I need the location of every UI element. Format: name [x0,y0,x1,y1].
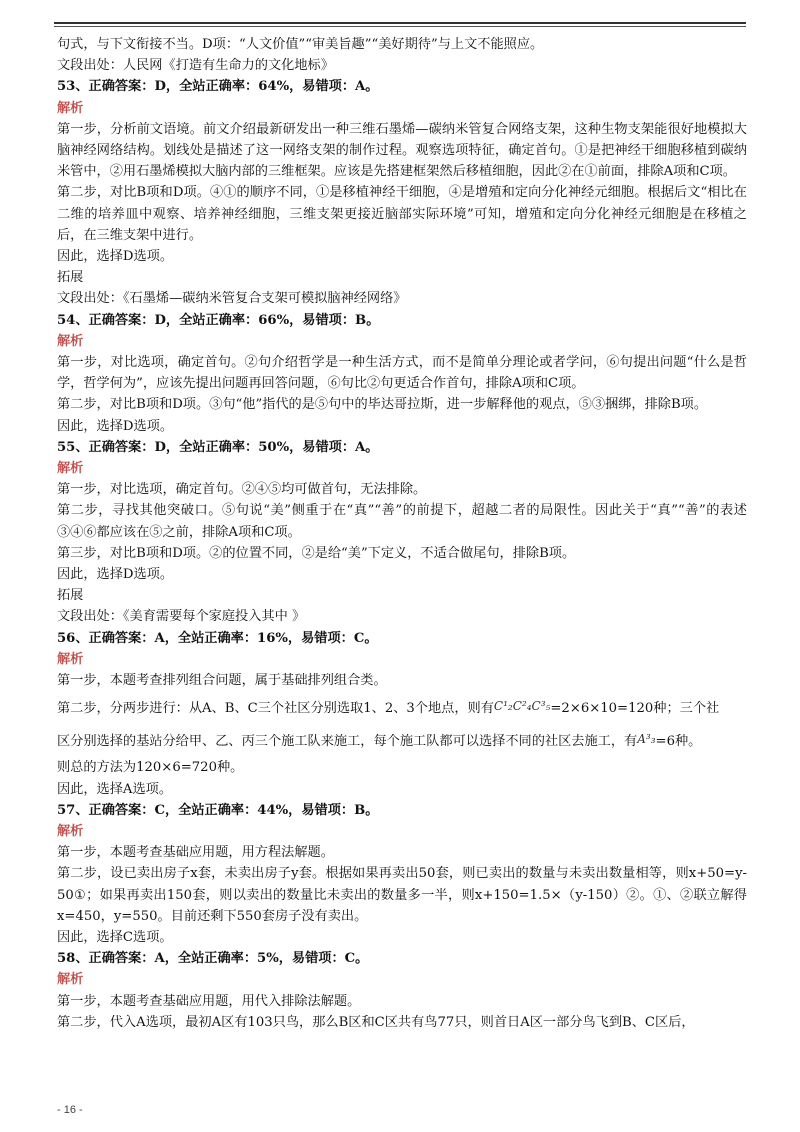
analysis-heading: 解析 [57,461,84,477]
text-line: 拓展 [57,588,84,604]
answer-line: 55、正确答案：D，全站正确率：50%，易错项：A。 [57,439,379,455]
text-line: 第二步，设已卖出房子x套，未卖出房子y套。根据如果再卖出50套，则已卖出的数量与未卖出数量相等，则x+50=y-50①；如果再卖出150套，则以卖出的数量比未卖出的数量多一半，则x+150=1.5×（y-150）②。①、②联立解得x=450，y=550。目前还剩下550套房子没有卖出。 [57,866,747,924]
text-line: 因此，选择C选项。 [57,929,173,945]
answer-line: 56、正确答案：A，全站正确率：16%，易错项：C。 [57,630,378,646]
text-line: 第一步，本题考查基础应用题，用代入排除法解题。 [57,993,361,1009]
answer-line: 58、正确答案：A，全站正确率：5%，易错项：C。 [57,951,369,967]
text-line: 因此，选择D选项。 [57,249,174,265]
q56-step2-pre2: 区分别选择的基站分给甲、乙、丙三个施工队来施工，每个施工队都可以选择不同的社区去施工，有 [57,734,638,750]
q56-step2-line2 [57,724,747,757]
text-line: 第三步，对比B项和D项。②的位置不同，②是给“美”下定义，不适合做尾句，排除B项。 [57,545,576,561]
answer-line: 57、正确答案：C，全站正确率：44%，易错项：B。 [57,802,379,818]
text-line: 第二步，对比B项和D项。③句“他”指代的是⑤句中的毕达哥拉斯，进一步解释他的观点，⑤③捆绑，排除B项。 [57,397,708,413]
text-line: 拓展 [57,270,84,286]
text-line: 第二步，对比B项和D项。④①的顺序不同，①是移植神经干细胞，④是增殖和定向分化神经元细胞。根据后文“相比在二维的培养皿中观察、培养神经细胞，三维支架更接近脑部实际环境”可知，增殖和定向分化神经元细胞是在移植之后，在三维支架中进行。 [57,185,747,243]
answer-line: 54、正确答案：D，全站正确率：66%，易错项：B。 [57,312,380,328]
analysis-heading: 解析 [57,333,84,349]
text-line: 句式，与下文衔接不当。D项：“人文价值”“审美旨趣”“美好期待”与上文不能照应。 [57,37,544,52]
header-rule-thin [54,26,746,27]
page-number: - 16 - [57,1104,83,1116]
text-line: 因此，选择D选项。 [57,567,174,583]
text-line: 第二步，代入A选项，最初A区有103只鸟，那么B区和C区共有鸟77只，则首日A区一部分鸟飞到B、C区后， [57,1014,695,1030]
q56-step2-pre1: 第二步，分两步进行：从A、B、C三个社区分别选取1、2、3个地点，则有 [57,701,494,717]
page-content [57,34,747,1033]
q56-step2-post1: =2×6×10=120种；三个社 [550,701,720,717]
combination-formula: C¹₂C²₄C³₅ [493,699,551,714]
header-rule-thick [54,22,746,24]
analysis-heading: 解析 [57,823,84,839]
text-line: 第一步，对比选项，确定首句。②句介绍哲学是一种生活方式，而不是简单分理论或者学问，⑥句提出问题“什么是哲学，哲学何为”，应该先提出问题再回答问题，⑥句比②句更适合作首句，排除A项和C项。 [57,355,747,392]
text-line: 文段出处：人民网《打造有生命力的文化地标》 [57,58,334,74]
analysis-heading: 解析 [57,972,84,988]
text-line: 文段出处：《石墨烯—碳纳米管复合支架可模拟脑神经网络》 [57,291,407,307]
text-line: 第二步，寻找其他突破口。⑤句说“美”侧重于在“真”“善”的前提下，超越二者的局限性。因此关于“真”“善”的表述③④⑥都应该在⑤之前，排除A项和C项。 [57,503,747,540]
analysis-heading: 解析 [57,651,84,667]
text-block-1 [57,34,747,691]
q56-step2-line1 [57,691,747,724]
text-block-2 [57,757,747,1033]
text-line: 因此，选择D选项。 [57,418,174,434]
analysis-heading: 解析 [57,100,84,116]
text-line: 因此，选择A选项。 [57,781,173,797]
q56-step2-post2: =6种。 [655,734,702,750]
text-line: 第一步，本题考查基础应用题，用方程法解题。 [57,845,334,861]
text-line: 第一步，本题考查排列组合问题，属于基础排列组合类。 [57,673,387,689]
text-line: 则总的方法为120×6=720种。 [57,760,244,776]
permutation-formula: A³₃ [637,732,656,747]
answer-line: 53、正确答案：D，全站正确率：64%，易错项：A。 [57,79,379,95]
text-line: 文段出处：《美育需要每个家庭投入其中 》 [57,609,306,625]
text-line: 第一步，对比选项，确定首句。②④⑤均可做首句，无法排除。 [57,482,427,498]
text-line: 第一步，分析前文语境。前文介绍最新研发出一种三维石墨烯—碳纳米管复合网络支架，这种生物支架能很好地模拟大脑神经网络结构。划线处是描述了这一网络支架的制作过程。观察选项特征，确定首句。①是把神经干细胞移植到碳纳米管中，②用石墨烯模拟大脑内部的三维框架。应该是先搭建框架然后移植细胞，因此②在①前面，排除A项和C项。 [57,121,747,180]
